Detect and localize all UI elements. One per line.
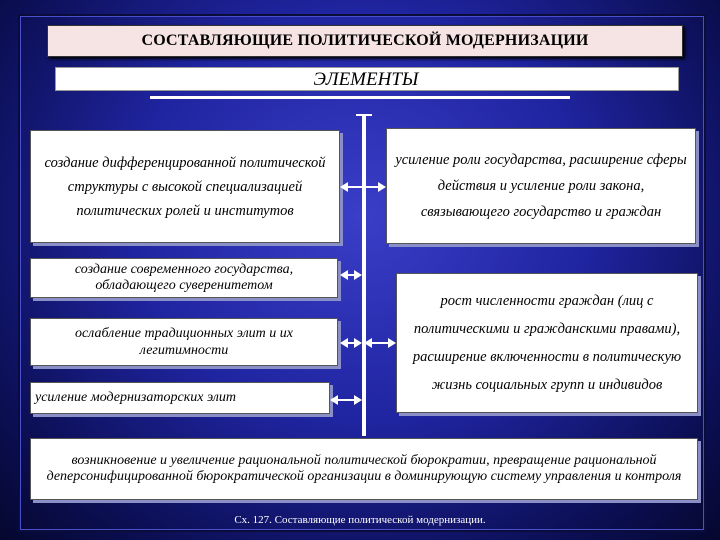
connector-top-cap xyxy=(356,114,372,116)
element-text: усиление модернизаторских элит xyxy=(35,390,237,405)
subtitle-elements: ЭЛЕМЕНТЫ xyxy=(313,69,419,90)
element-text: ослабление традиционных элит и их легитимности xyxy=(74,326,294,358)
element-box-modernizing-elites xyxy=(30,382,330,414)
double-arrow-icon xyxy=(342,186,384,188)
element-box-traditional-elites xyxy=(30,318,338,366)
element-box-state-role xyxy=(386,128,696,244)
double-arrow-icon xyxy=(342,342,360,344)
figure-caption: Сх. 127. Составляющие политической модернизации. xyxy=(234,514,486,526)
element-text: усиление роли государства, расширение сферы действия и усиление роли закона, связывающего государство и граждан xyxy=(395,152,687,220)
element-text: возникновение и увеличение рациональной политической бюрократии, превращение рациональной деперсонифицированной бюрократической организации в доминирующую систему управления и контроля xyxy=(46,453,682,484)
element-box-rational-bureaucracy xyxy=(30,438,698,500)
element-text: создание дифференцированной политической структуры с высокой специализацией политических ролей и институтов xyxy=(44,154,326,219)
double-arrow-icon xyxy=(332,399,360,401)
element-text: рост численности граждан (лиц с политическими и гражданскими правами), расширение включенности в политическую жизнь социальных групп и индивидов xyxy=(412,293,682,393)
connector-spine xyxy=(362,116,366,436)
element-box-sovereign-state xyxy=(30,258,338,298)
double-arrow-icon xyxy=(342,274,360,276)
double-arrow-icon xyxy=(366,342,394,344)
element-text: создание современного государства, обладающего суверенитетом xyxy=(74,262,294,293)
element-box-citizens-growth xyxy=(396,273,698,413)
element-box-differentiated-structure xyxy=(30,130,340,243)
diagram-title: СОСТАВЛЯЮЩИЕ ПОЛИТИЧЕСКОЙ МОДЕРНИЗАЦИИ xyxy=(47,25,683,57)
